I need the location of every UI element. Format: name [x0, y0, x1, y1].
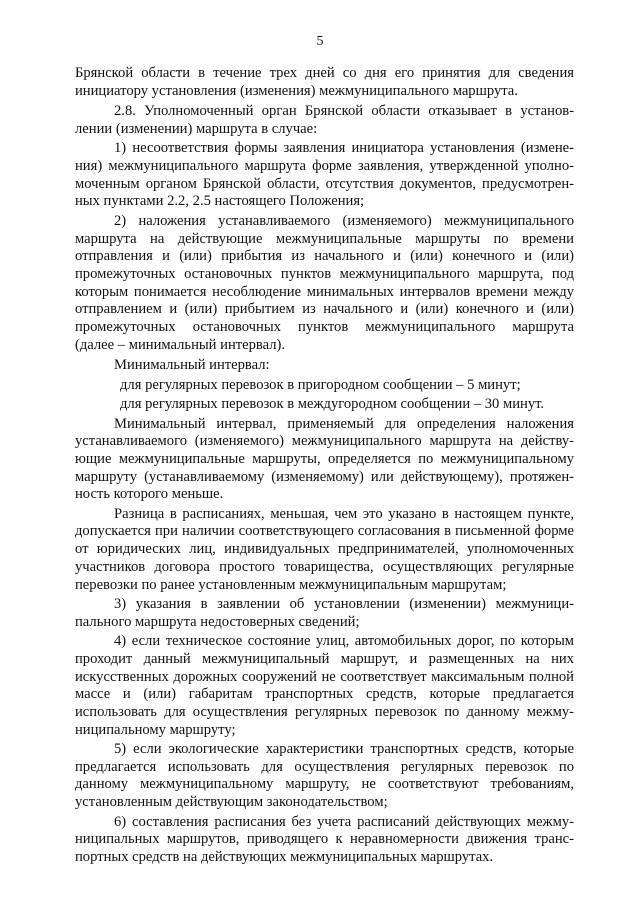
text-line: пального маршрута недостоверных сведений; [75, 614, 360, 630]
text-line: ных пунктами 2.2, 2.5 настоящего Положения; [75, 193, 365, 209]
text-line: устанавливаемого (изменяемого) межмуниципального маршрута на действу- [75, 433, 574, 449]
text-line: лении (изменении) маршрута в случае: [75, 121, 318, 137]
text-line: для регулярных перевозок в междугородном сообщении – 30 минут. [120, 396, 545, 412]
text-line: 5) если экологические характеристики транспортных средств, которые [114, 741, 574, 757]
text-line: которым понимается несоблюдение минимальных интервалов времени между [75, 284, 574, 300]
text-line: маршруту (устанавливаемому (изменяемому) или действующему), протяжен- [75, 469, 574, 485]
text-line: инициатору установления (изменения) межмуниципального маршрута. [75, 83, 518, 99]
text-line: отправлением и (или) прибытием из начального и (или) конечного и (или) [75, 301, 574, 317]
text-line: 4) если техническое состояние улиц, автомобильных дорог, по которым [114, 633, 574, 649]
text-line: установленным действующим законодательством; [75, 794, 388, 810]
text-line: промежуточных остановочных пунктов межмуниципального маршрута, под [75, 266, 574, 282]
text-line: Брянской области в течение трех дней со дня его принятия для сведения [75, 65, 574, 81]
text-line: ниципальных маршрутов, приводящего к неравномерности движения транс- [75, 831, 574, 847]
text-line: 2) наложения устанавливаемого (изменяемого) межмуниципального [114, 213, 574, 229]
text-line: проходит данный межмуниципальный маршрут, и размещенных на них [75, 651, 574, 667]
text-line: отправления и (или) прибытия из начального и (или) конечного и (или) [75, 248, 574, 264]
text-line: 1) несоответствия формы заявления инициатора установления (измене- [114, 140, 574, 156]
text-line: Минимальный интервал, применяемый для определения наложения [114, 416, 574, 432]
text-line: моченным органом Брянской области, отсутствия документов, предусмотрен- [75, 176, 574, 192]
text-line: Разница в расписаниях, меньшая, чем это указано в настоящем пункте, [114, 506, 574, 522]
text-line: использовать для осуществления регулярных перевозок по данному межму- [75, 704, 574, 720]
text-line: перевозки по ранее установленным межмуниципальным маршрутам; [75, 577, 507, 593]
text-line: Минимальный интервал: [114, 357, 270, 373]
page-number: 5 [316, 34, 324, 49]
text-line: массе и (или) габаритам транспортных средств, которые предлагается [75, 686, 574, 702]
text-line: предлагается использовать для осуществления регулярных перевозок по [75, 759, 574, 775]
text-line: ность которого меньше. [75, 486, 224, 502]
text-line: 6) составления расписания без учета расписаний действующих межму- [114, 814, 574, 830]
text-line: портных средств на действующих межмуниципальных маршрутах. [75, 849, 494, 865]
text-line: участников договора простого товарищества, осуществляющих регулярные [75, 559, 574, 575]
text-line: ющие межмуниципальные маршруты, определяется по межмуниципальному [75, 451, 574, 467]
text-line: допускается при наличии соответствующего согласования в письменной форме [75, 523, 574, 539]
text-line: (далее – минимальный интервал). [75, 337, 286, 353]
text-line: 3) указания в заявлении об установлении (изменении) межмуници- [114, 596, 574, 612]
text-line: ния) межмуниципального маршрута форме заявления, утвержденной уполно- [75, 158, 574, 174]
text-line: промежуточных остановочных пунктов межмуниципального маршрута [75, 319, 574, 335]
text-line: маршрута на действующие межмуниципальные маршруты по времени [75, 231, 574, 247]
text-line: данному межмуниципальному маршруту, не соответствуют требованиям, [75, 776, 574, 792]
text-line: для регулярных перевозок в пригородном сообщении – 5 минут; [120, 377, 521, 393]
text-line: 2.8. Уполномоченный орган Брянской области отказывает в установ- [114, 103, 574, 119]
text-line: ниципальному маршруту; [75, 722, 236, 738]
text-line: от юридических лиц, индивидуальных предпринимателей, уполномоченных [75, 541, 574, 557]
text-line: искусственных дорожных сооружений не соответствует максимальным полной [75, 669, 574, 685]
